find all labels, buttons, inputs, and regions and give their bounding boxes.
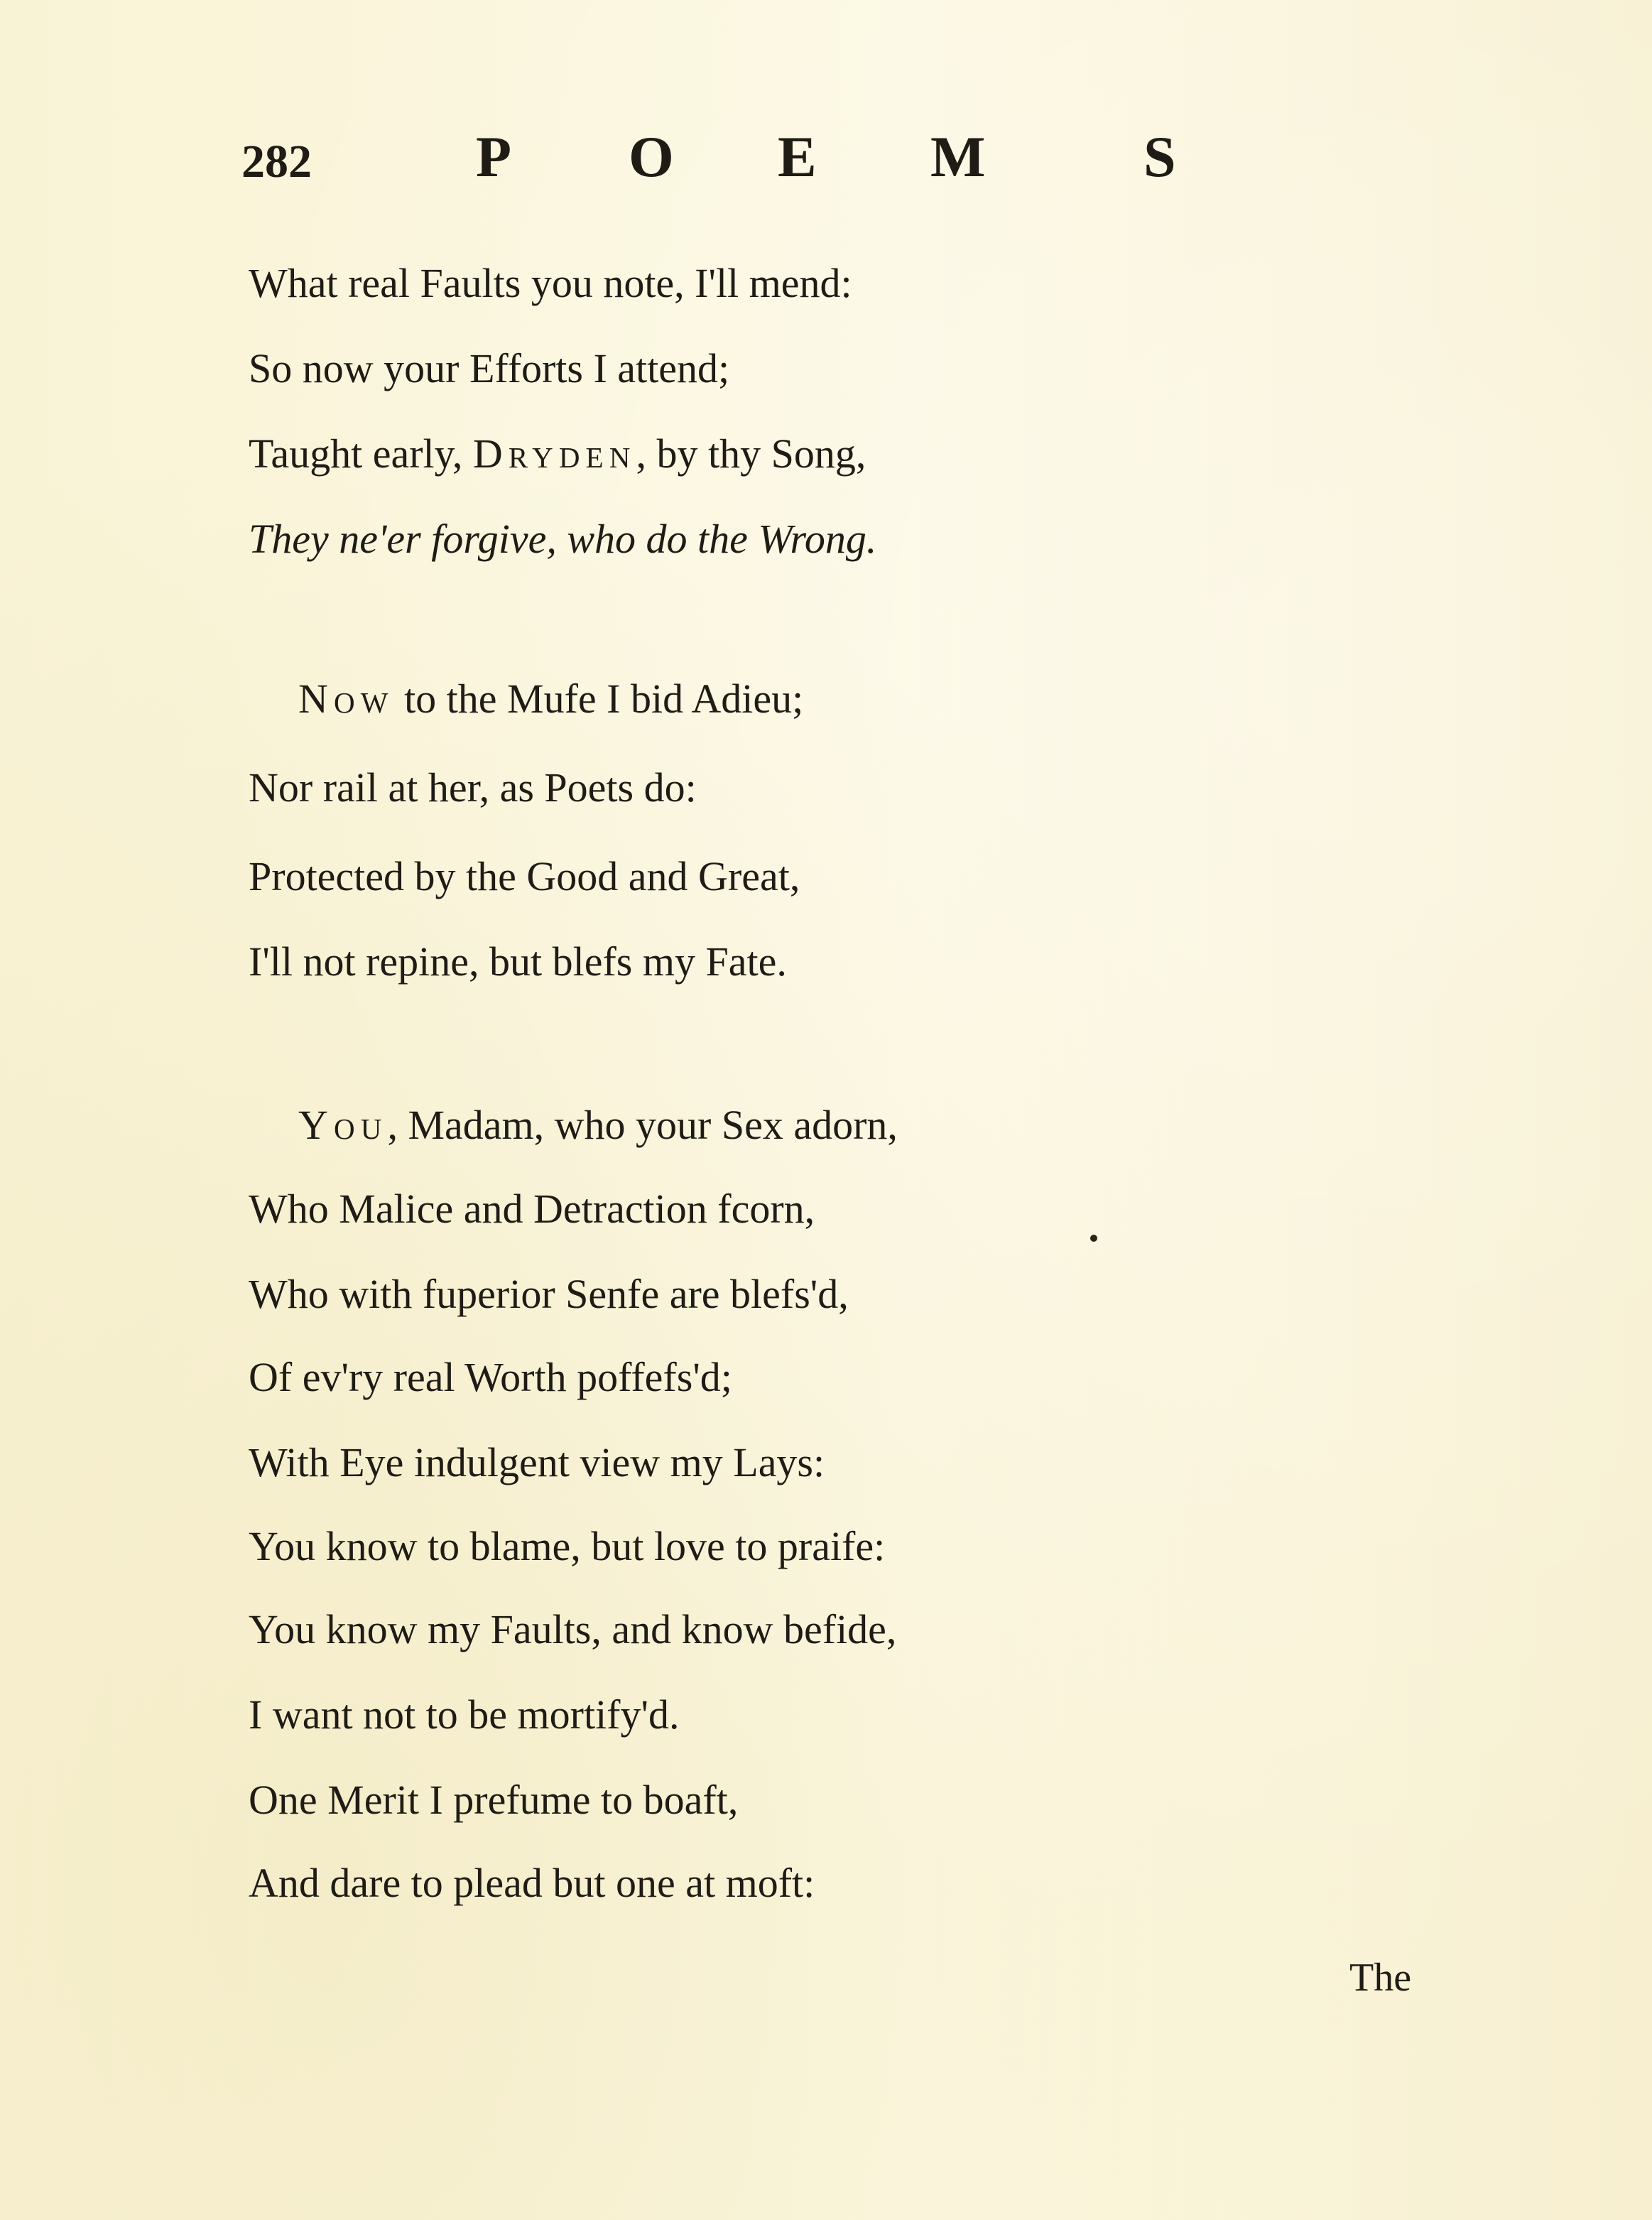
line-text: Taught early, — [249, 431, 473, 477]
line-text: , by thy Song, — [636, 431, 866, 477]
catchword: The — [1349, 1956, 1412, 2000]
poem-line: With Eye indulgent view my Lays: — [249, 1439, 825, 1485]
poet-name: Dryden — [472, 431, 636, 477]
poem-line: I want not to be mortify'd. — [249, 1691, 680, 1738]
poem-line: What real Faults you note, I'll mend: — [249, 260, 852, 306]
running-title — [241, 124, 1207, 213]
running-title-letter: E — [778, 124, 817, 189]
stanza-opening-word: Now — [298, 676, 394, 722]
poem-line: So now your Efforts I attend; — [249, 345, 730, 391]
poem-line: Of ev'ry real Worth poffefs'd; — [249, 1354, 732, 1400]
stanza-opening-word: You — [298, 1102, 388, 1148]
line-text: , Madam, who your Sex adorn, — [387, 1102, 898, 1148]
poem-line-italic: They ne'er forgive, who do the Wrong. — [249, 516, 877, 562]
poem-line — [298, 678, 803, 720]
page-header — [241, 124, 1207, 213]
running-title-letter: S — [1143, 124, 1176, 189]
ink-speck — [1090, 1235, 1097, 1242]
poem-line: Who Malice and Detraction fcorn, — [249, 1186, 815, 1232]
poem-line: Protected by the Good and Great, — [249, 853, 800, 899]
poem-line: Nor rail at her, as Poets do: — [249, 764, 697, 811]
poem-line: And dare to plead but one at moft: — [249, 1860, 815, 1906]
running-title-letter: M — [930, 124, 986, 189]
poem-line: I'll not repine, but blefs my Fate. — [249, 938, 787, 985]
line-text: to the Mufe I bid Adieu; — [393, 676, 804, 722]
poem-line — [249, 433, 866, 475]
poem-line: You know my Faults, and know befide, — [249, 1606, 897, 1652]
poem-line: One Merit I prefume to boaft, — [249, 1777, 739, 1823]
poem-line — [298, 1102, 898, 1148]
poem-line: Who with fuperior Senfe are blefs'd, — [249, 1271, 849, 1317]
running-title-letter: P — [476, 124, 512, 189]
page-number: 282 — [241, 136, 312, 188]
poem-line: You know to blame, but love to praife: — [249, 1523, 886, 1569]
running-title-letter: O — [629, 124, 674, 189]
